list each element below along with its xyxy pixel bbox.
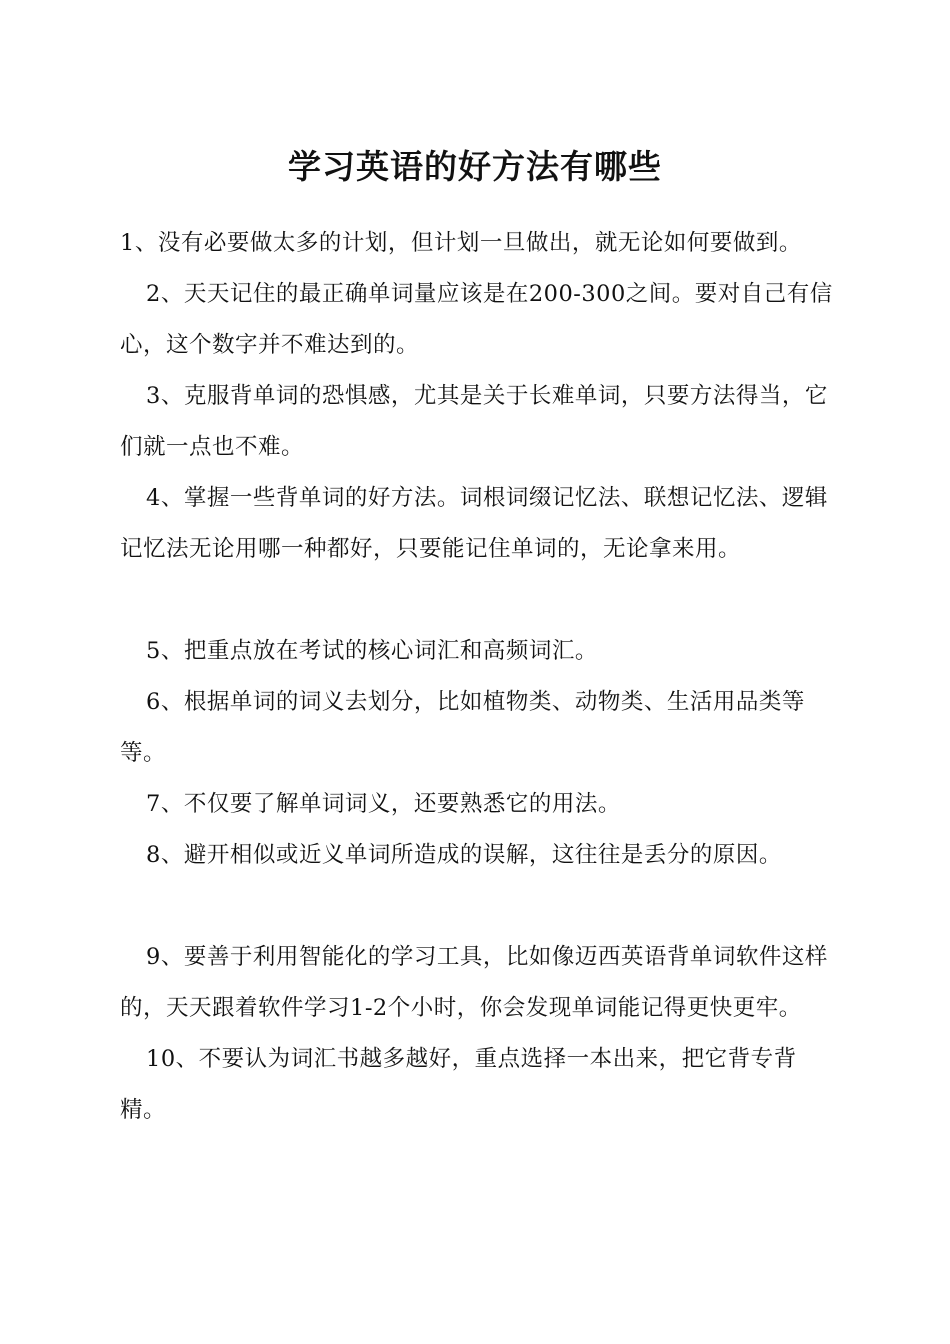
paragraph-1: 1、没有必要做太多的计划，但计划一旦做出，就无论如何要做到。 (120, 230, 802, 256)
paragraph-4: 4、掌握一些背单词的好方法。词根词缀记忆法、联想记忆法、逻辑记忆法无论用哪一种都好，只要能记住单词的，无论拿来用。 (120, 485, 828, 562)
paragraph-6: 6、根据单词的词义去划分，比如植物类、动物类、生活用品类等等。 (120, 689, 805, 766)
paragraph-9: 9、要善于利用智能化的学习工具，比如像迈西英语背单词软件这样的，天天跟着软件学习1-2个小时，你会发现单词能记得更快更牢。 (120, 944, 828, 1021)
document-title: 学习英语的好方法有哪些 (288, 147, 662, 186)
paragraph-8: 8、避开相似或近义单词所造成的误解，这往往是丢分的原因。 (146, 842, 782, 868)
paragraph-2: 2、天天记住的最正确单词量应该是在200-300之间。要对自己有信心，这个数字并不难达到的。 (120, 281, 833, 358)
paragraph-7: 7、不仅要了解单词词义，还要熟悉它的用法。 (146, 791, 621, 817)
document-body (120, 218, 840, 1136)
paragraph-3: 3、克服背单词的恐惧感，尤其是关于长难单词，只要方法得当，它们就一点也不难。 (120, 383, 828, 460)
blank-line (120, 575, 840, 626)
blank-line (120, 881, 840, 932)
paragraph-5: 5、把重点放在考试的核心词汇和高频词汇。 (146, 638, 598, 664)
paragraph-10: 10、不要认为词汇书越多越好，重点选择一本出来，把它背专背精。 (120, 1046, 797, 1123)
